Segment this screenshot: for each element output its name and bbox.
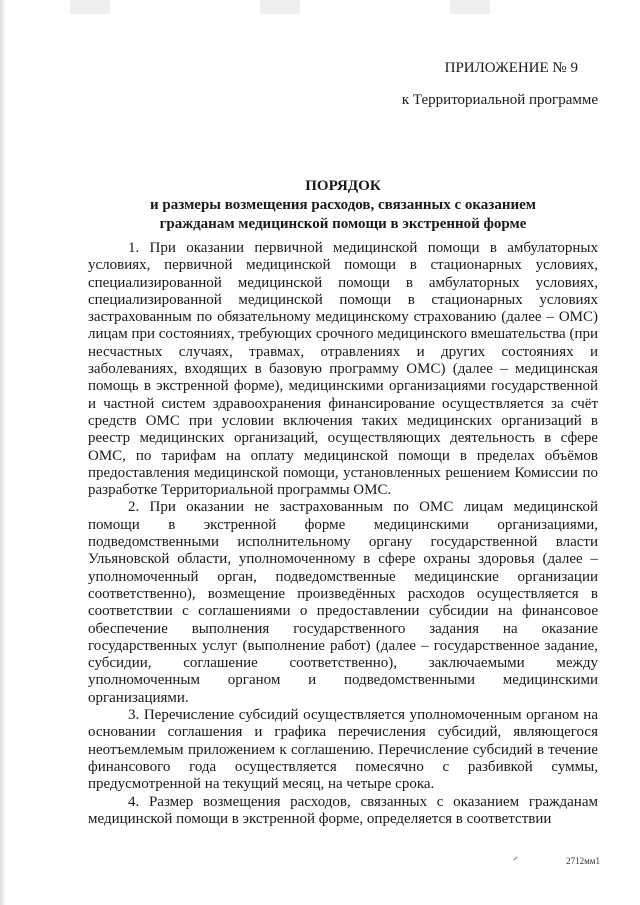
paragraph-3: 3. Перечисление субсидий осуществляется уполномоченным органом на основании соглашения и графика перечисления субсидий, являющегося неотъемлемым приложением к соглашению. Перечисление субсидий в течение финансового года осуществляется помесячно с разбивкой суммы, предусмотренной на текущий месяц, на четыре срока. (88, 707, 598, 793)
document-code: 2712мм1 (566, 856, 600, 866)
title-line-2: и размеры возмещения расходов, связанных с оказанием (150, 197, 536, 213)
paragraph-2: 2. При оказании не застрахованным по ОМС лицам медицинской помощи в экстренной форме медицинскими организациями, подведомственными исполнительному органу государственной власти Ульяновской области, уполномоченному в сфере охраны здоровья (далее – уполномоченный орган, подведомственные медицинские организации соответственно), возмещение произведённых расходов осуществляется в соответствии с соглашениями о предоставлении субсидии на финансовое обеспечение выполнения государственного задания на оказание государственных услуг (выполнение работ) (далее – государственное задание, субсидии, соглашение соответственно), заключаемыми между уполномоченным органом и подведомственными медицинскими организациями. (88, 499, 598, 706)
paragraph-1: 1. При оказании первичной медицинской помощи в амбулаторных условиях, первичной медицинской помощи в стационарных условиях, специализированной медицинской помощи в амбулаторных условиях, специализированной медицинской помощи в стационарных условиях застрахованным по обязательному медицинскому страхованию (далее – ОМС) лицам при состояниях, требующих срочного медицинского вмешательства (при несчастных случаях, травмах, отравлениях и других состояниях и заболеваниях, входящих в базовую программу ОМС) (далее – медицинская помощь в экстренной форме), медицинскими организациями государственной и частной систем здравоохранения финансирование осуществляется за счёт средств ОМС при условии включения таких медицинских организаций в реестр медицинских организаций, осуществляющих деятельность в сфере ОМС, по тарифам на оплату медицинской помощи в пределах объёмов предоставления медицинской помощи, установленных решением Комиссии по разработке Территориальной программы ОМС. (88, 240, 599, 499)
pen-mark (513, 857, 517, 861)
scan-edge-top (0, 0, 640, 14)
annex-reference: к Территориальной программе (401, 92, 598, 108)
document-body (88, 240, 598, 828)
paragraph-4: 4. Размер возмещения расходов, связанных с оказанием гражданам медицинской помощи в экстренной форме, определяется в соответствии (88, 793, 598, 827)
title-line-3: гражданам медицинской помощи в экстренной форме (159, 216, 527, 232)
annex-number: ПРИЛОЖЕНИЕ № 9 (444, 60, 578, 76)
scan-edge-left (0, 0, 6, 905)
document-title (88, 177, 598, 234)
title-line-1: ПОРЯДОК (305, 178, 381, 194)
